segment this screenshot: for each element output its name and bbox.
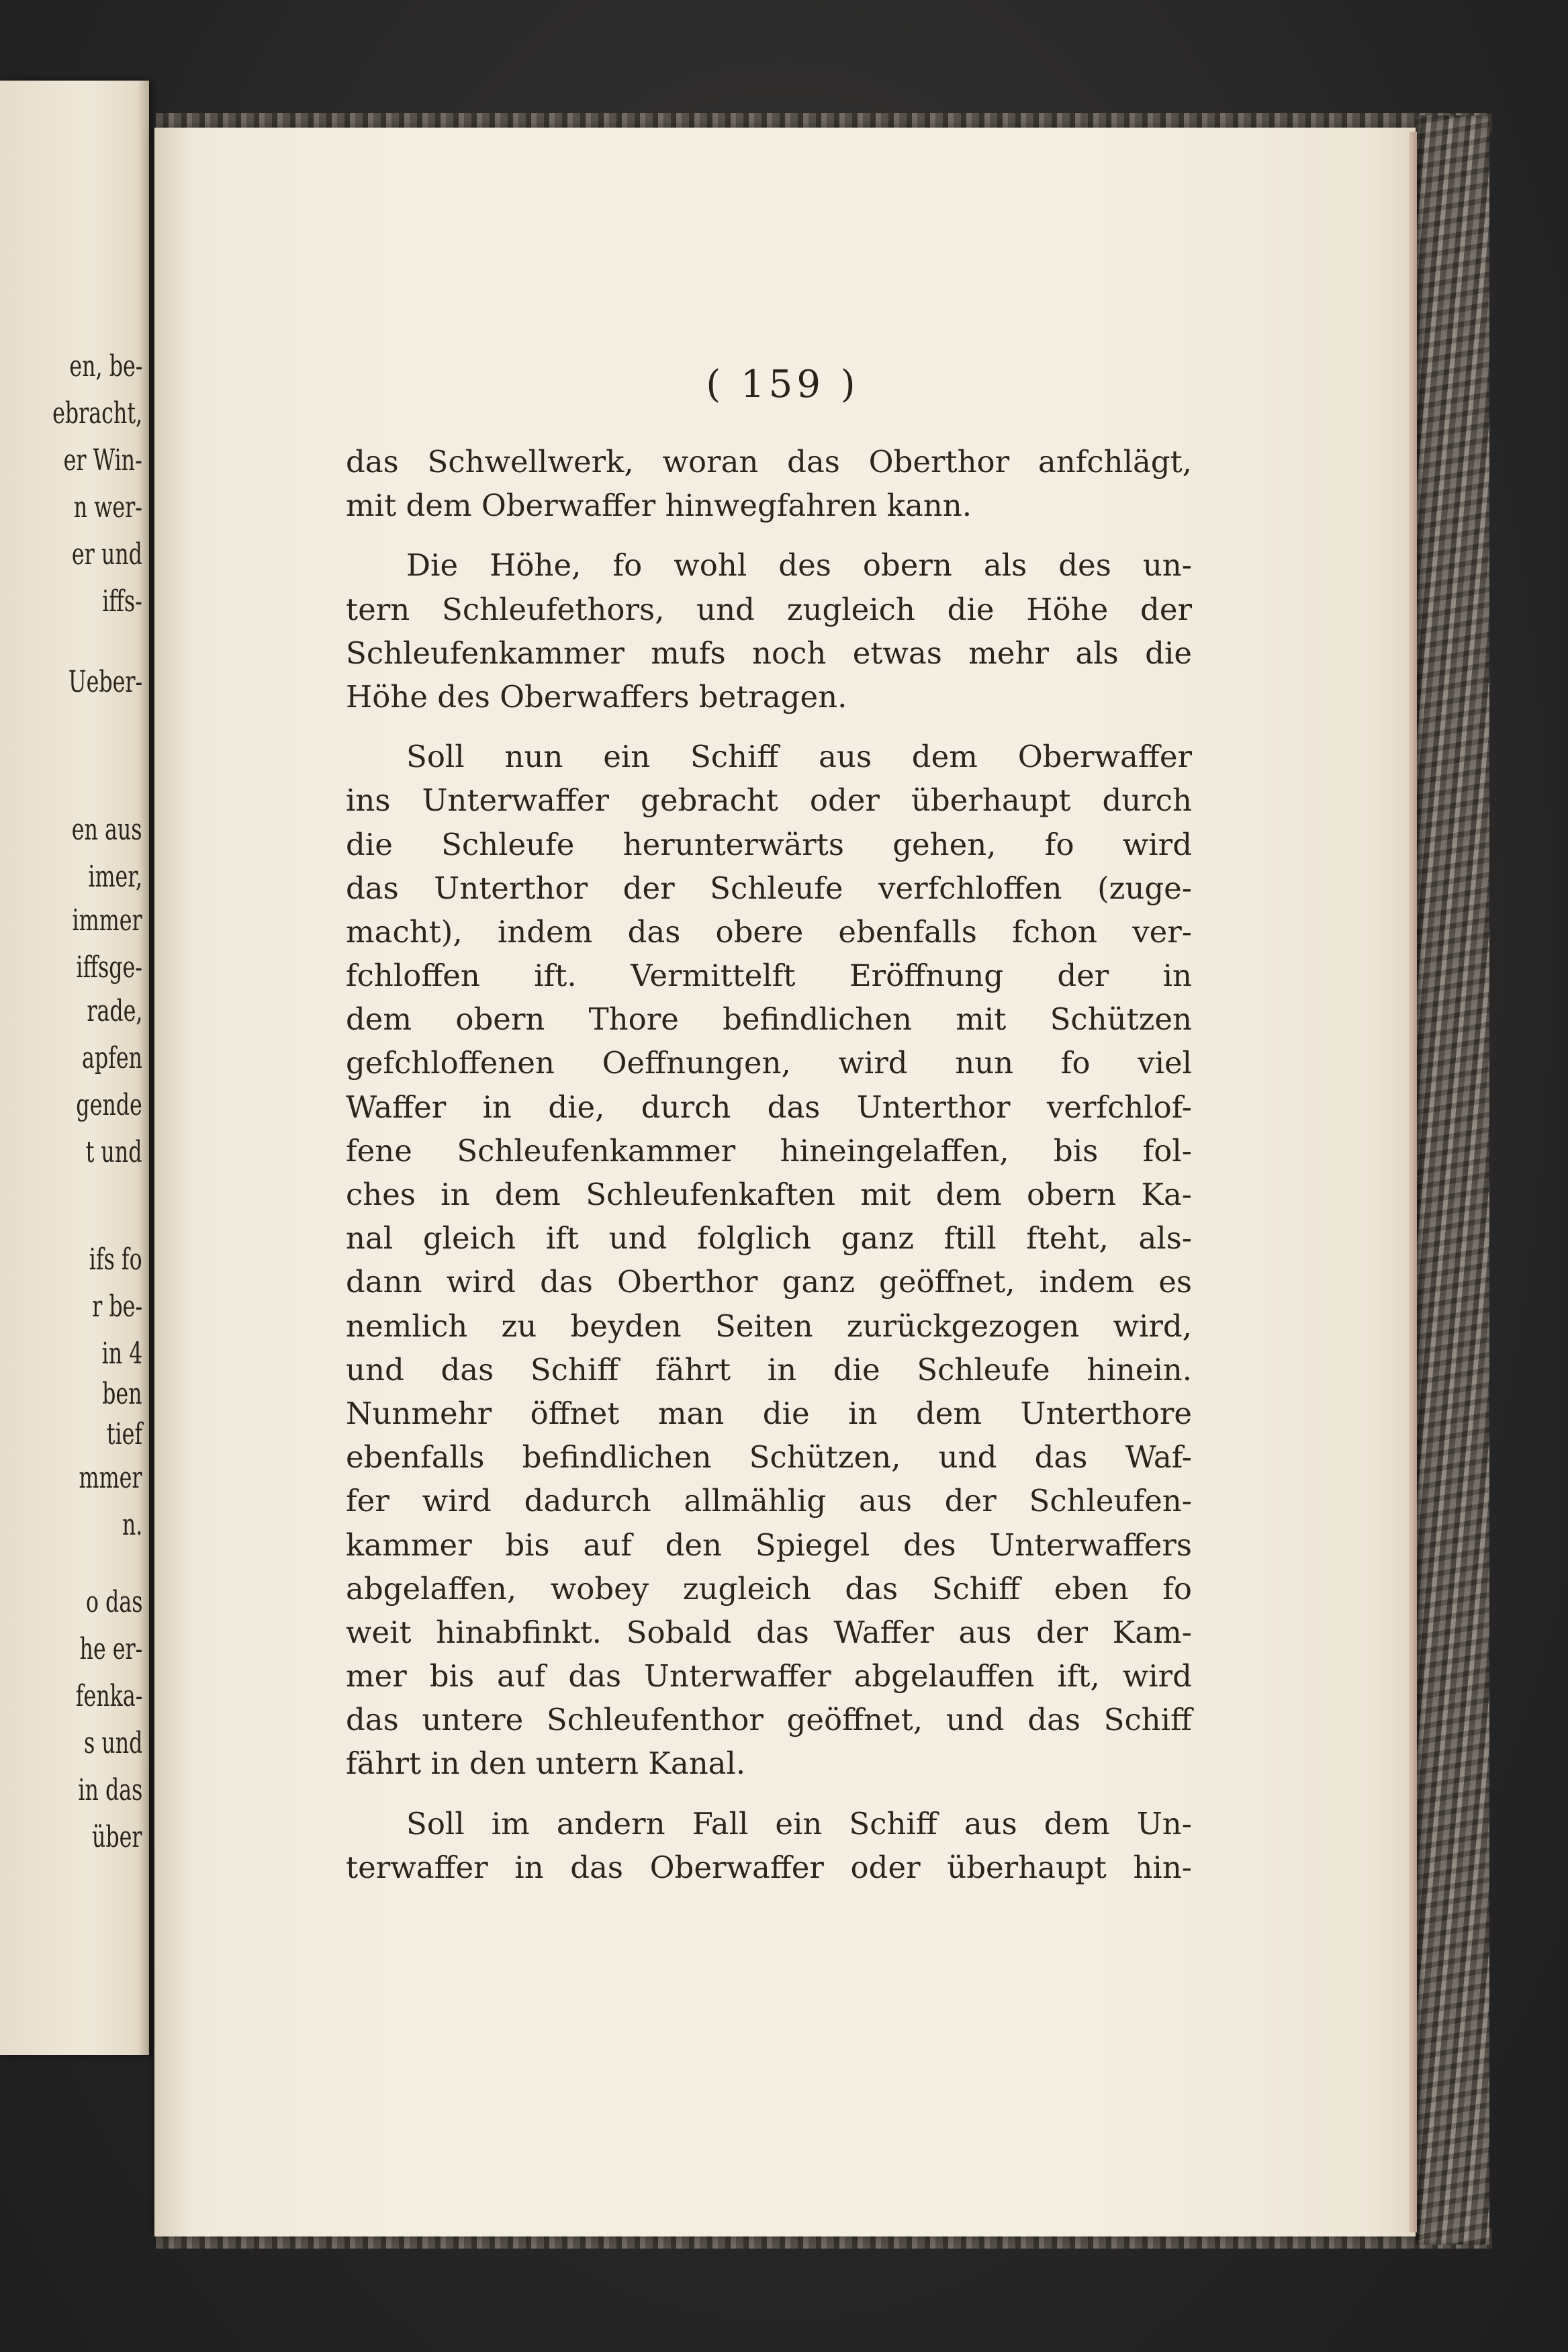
text-line: fene Schleufenkammer hineingelaffen, bis fol-: [346, 1132, 1192, 1169]
text-line: das Unterthor der Schleufe verfchloffen (zuge-: [346, 870, 1192, 906]
previous-page-line: he er-: [79, 1632, 142, 1666]
text-line: die Schleufe herunterwärts gehen, fo wird: [346, 826, 1192, 862]
text-line: nemlich zu beyden Seiten zurückgezogen wird,: [346, 1308, 1192, 1344]
previous-page-line: gende: [76, 1088, 142, 1122]
text-line: macht), indem das obere ebenfalls fchon ver-: [346, 913, 1192, 950]
previous-page-line: Ueber-: [68, 665, 142, 699]
previous-page-line: er und: [71, 537, 142, 572]
previous-page-line: n.: [122, 1508, 142, 1542]
paragraph: [346, 440, 1192, 527]
previous-page-line: en aus: [72, 813, 142, 847]
text-line: weit hinabfinkt. Sobald das Waffer aus der Kam-: [346, 1614, 1192, 1650]
previous-page-line: n wer-: [73, 490, 142, 525]
previous-page-line: mmer: [79, 1461, 142, 1495]
page-text: [346, 440, 1192, 1889]
text-line: Waffer in die, durch das Unterthor verfchlof-: [346, 1089, 1192, 1125]
text-line: gefchloffenen Oeffnungen, wird nun fo viel: [346, 1045, 1192, 1081]
previous-page-line: apfen: [81, 1041, 142, 1075]
paragraph: [346, 543, 1192, 719]
text-line: tern Schleufethors, und zugleich die Höhe der: [346, 591, 1192, 627]
paragraph-gap: [346, 719, 1192, 735]
previous-page-line: o das: [85, 1585, 142, 1619]
paragraph: [346, 735, 1192, 1786]
text-line: Soll im andern Fall ein Schiff aus dem Un-: [406, 1805, 1192, 1842]
text-line: das Schwellwerk, woran das Oberthor anfchlägt,: [346, 444, 1192, 480]
previous-page-line: iffs-: [102, 584, 142, 619]
text-line: mit dem Oberwaffer hinwegfahren kann.: [346, 488, 972, 524]
previous-page-line: t und: [86, 1135, 142, 1169]
text-line: mer bis auf das Unterwaffer abgelauffen ift, wird: [346, 1658, 1192, 1694]
previous-page-line: tief: [106, 1417, 142, 1451]
marbled-cover-edge: [1416, 116, 1489, 2245]
text-line: fährt in den untern Kanal.: [346, 1746, 746, 1782]
previous-page-line: iffsge-: [76, 950, 142, 985]
previous-page-line: ifs fo: [89, 1242, 142, 1277]
text-line: abgelaffen, wobey zugleich das Schiff eben fo: [346, 1570, 1192, 1607]
paragraph-gap: [346, 527, 1192, 543]
previous-page-line: er Win-: [63, 443, 142, 478]
text-line: nal gleich ift und folglich ganz ftill fteht, als-: [346, 1220, 1192, 1257]
text-line: Soll nun ein Schiff aus dem Oberwaffer: [406, 739, 1192, 775]
previous-page-line: in 4: [101, 1337, 142, 1371]
text-line: Schleufenkammer mufs noch etwas mehr als die: [346, 635, 1192, 671]
previous-page-line: ben: [102, 1377, 142, 1411]
previous-page-line: imer,: [88, 860, 142, 894]
text-line: terwaffer in das Oberwaffer oder überhaupt hin-: [346, 1849, 1192, 1885]
text-line: ebenfalls befindlichen Schützen, und das Waf-: [346, 1439, 1192, 1476]
text-line: dann wird das Oberthor ganz geöffnet, indem es: [346, 1264, 1192, 1300]
text-line: kammer bis auf den Spiegel des Unterwaffers: [346, 1527, 1192, 1563]
text-line: ches in dem Schleufenkaften mit dem obern Ka-: [346, 1177, 1192, 1212]
text-line: das untere Schleufenthor geöffnet, und das Schiff: [346, 1702, 1192, 1738]
page-number: ( 159 ): [706, 363, 860, 406]
previous-page-line: s und: [83, 1726, 142, 1760]
previous-page-line: r be-: [92, 1290, 142, 1324]
page-fore-edge: [1409, 132, 1417, 2232]
previous-page-line: en, be-: [68, 349, 142, 383]
text-line: fchloffen ift. Vermittelft Eröffnung der in: [346, 958, 1192, 994]
text-line: fer wird dadurch allmählig aus der Schleufen-: [346, 1483, 1192, 1519]
text-line: Höhe des Oberwaffers betragen.: [346, 678, 847, 715]
text-line: Nunmehr öffnet man die in dem Unterthore: [346, 1395, 1192, 1431]
text-line: und das Schiff fährt in die Schleufe hinein.: [346, 1351, 1192, 1388]
text-line: dem obern Thore befindlichen mit Schützen: [346, 1001, 1192, 1038]
text-line: ins Unterwaffer gebracht oder überhaupt durch: [346, 782, 1192, 819]
previous-page-line: über: [92, 1820, 142, 1854]
previous-page-line: rade,: [86, 994, 142, 1028]
previous-page-line: ebracht,: [52, 396, 142, 431]
previous-page-line: in das: [77, 1773, 142, 1807]
text-line: Die Höhe, fo wohl des obern als des un-: [406, 547, 1192, 584]
paragraph-gap: [346, 1786, 1192, 1802]
paragraph: [346, 1802, 1192, 1889]
previous-page-line: fenka-: [75, 1679, 142, 1713]
previous-page-line: immer: [72, 903, 142, 938]
